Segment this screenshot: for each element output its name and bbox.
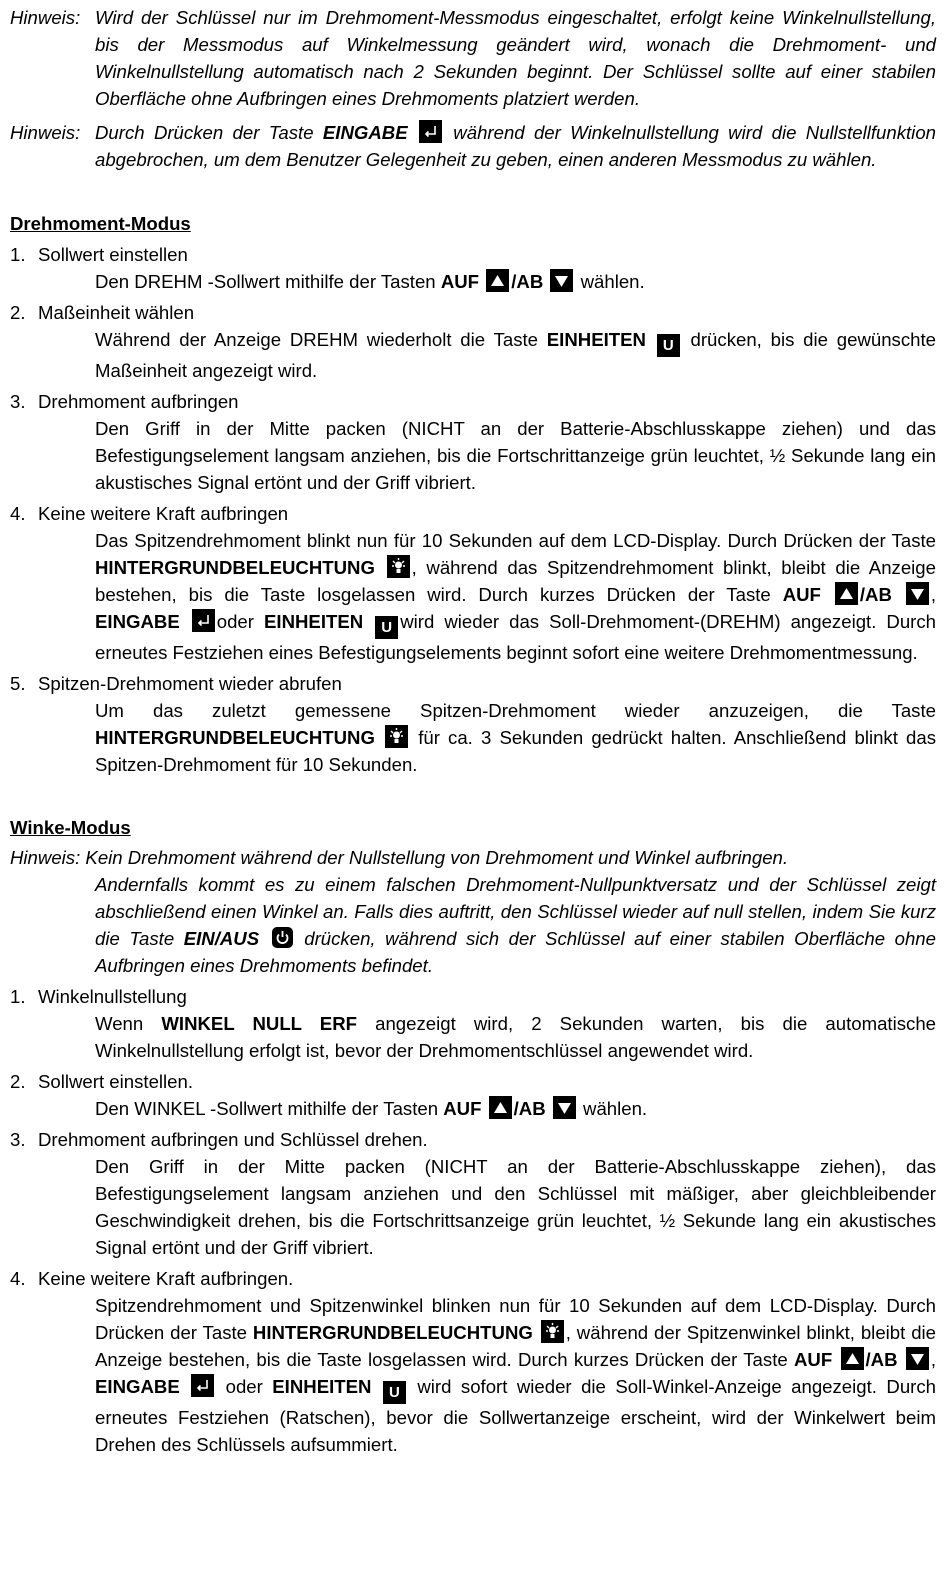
key-label-auf: AUF [443,1098,482,1119]
text-run: Um das zuletzt gemessene Spitzen-Drehmoment wieder anzuzeigen, die Taste [95,700,936,721]
enter-key-icon [192,609,215,632]
key-label-eingabe: EINGABE [95,611,180,632]
step-number: 1. [10,244,26,265]
text-run: , [930,584,936,605]
text-run: , [930,1349,937,1370]
up-arrow-key-icon [486,269,509,292]
enter-key-icon [419,120,442,143]
down-arrow-key-icon [550,269,573,292]
angle-step-3 [10,1126,936,1261]
text-run: Das Spitzendrehmoment blinkt nun für 10 Sekunden auf dem LCD-Display. Durch Drücken der Taste [95,530,936,551]
step-title: Keine weitere Kraft aufbringen [38,503,289,524]
key-label-ab: /AB [859,584,892,605]
text-run: für ca. 3 Sekunden gedrückt halten. Anschließend blinkt das Spitzen-Drehmoment für 10 Sekunden. [95,727,936,775]
step-body [10,268,936,295]
step-body [10,527,936,666]
text-run: Den DREHM -Sollwert mithilfe der Tasten [95,271,441,292]
torque-step-1 [10,241,936,295]
section-heading-torque-mode: Drehmoment-Modus [10,213,191,234]
step-number: 4. [10,1268,26,1289]
key-label-ab: /AB [513,1098,546,1119]
units-key-icon: U [375,616,398,639]
text-run: Spitzendrehmoment und Spitzenwinkel blinken nun für 10 Sekunden auf dem LCD-Display. Durch Drücken der Taste [95,1295,936,1343]
key-label-ein-aus: EIN/AUS [183,928,260,949]
key-label-ab: /AB [865,1349,898,1370]
step-title: Keine weitere Kraft aufbringen. [38,1268,294,1289]
note-text: Wird der Schlüssel nur im Drehmoment-Messmodus eingeschaltet, erfolgt keine Winkelnullstellung, bis der Messmodus auf Winkelmessung geändert wird, wonach die Drehmoment- und Winkelnullstellung automatisch nach 2 Sekunden beginnt. Der Schlüssel sollte auf einer stabilen Oberfläche ohne Aufbringen eines Drehmoments platziert werden. [95,7,936,109]
note-1 [10,4,936,112]
torque-step-3 [10,388,936,496]
step-body [10,1095,936,1122]
power-key-icon [271,926,293,949]
text-run: Andernfalls kommt es zu einem falschen Drehmoment-Nullpunktversatz und der Schlüssel zeigt abschließend einen Winkel an. Falls dies auftritt, den Schlüssel wieder auf null stellen, indem Sie kurz die Taste [95,874,936,949]
step-number: 2. [10,1071,26,1092]
step-number: 5. [10,673,26,694]
up-arrow-key-icon [835,582,858,605]
up-arrow-key-icon [841,1347,864,1370]
key-label-ab: /AB [511,271,544,292]
down-arrow-key-icon [906,582,929,605]
key-label-hintergrundbeleuchtung: HINTERGRUNDBELEUCHTUNG [95,727,375,748]
text-run: oder [216,611,264,632]
step-body [10,326,936,384]
note-2 [10,119,936,173]
text-run: angezeigt wird, 2 Sekunden warten, bis die automatische Winkelnullstellung erfolgt ist, bevor der Drehmomentschlüssel angewendet wird. [95,1013,937,1061]
units-key-icon: U [383,1381,406,1404]
backlight-key-icon [385,725,408,748]
key-label-auf: AUF [440,271,480,292]
step-title: Winkelnullstellung [38,986,187,1007]
up-arrow-key-icon [489,1096,512,1119]
key-label-einheiten: EINHEITEN [272,1376,372,1397]
key-label-auf: AUF [782,584,821,605]
text-run: , während der Spitzenwinkel blinkt, bleibt die Anzeige bestehen, bis die Taste losgelassen wird. Durch kurzes Drücken der Taste [95,1322,937,1370]
backlight-key-icon [541,1320,564,1343]
angle-step-1 [10,983,936,1064]
section-heading-angle-mode: Winke-Modus [10,817,131,838]
step-number: 4. [10,503,26,524]
step-title: Drehmoment aufbringen [38,391,239,412]
step-body [10,1010,936,1064]
text-run: während der Winkelnullstellung wird die Nullstellfunktion abgebrochen, um dem Benutzer Gelegenheit zu geben, einen anderen Messmodus zu wählen. [95,122,936,170]
text-run: Durch Drücken der Taste [95,122,323,143]
key-label-einheiten: EINHEITEN [264,611,364,632]
step-body [10,1292,936,1458]
key-label-hintergrundbeleuchtung: HINTERGRUNDBELEUCHTUNG [252,1322,533,1343]
units-key-icon: U [657,334,680,357]
text-run: , während das Spitzendrehmoment blinkt, bleibt die Anzeige bestehen, bis die Taste losgelassen wird. Durch kurzes Drücken der Taste [95,557,936,605]
step-body: Den Griff in der Mitte packen (NICHT an der Batterie-Abschlusskappe ziehen) und das Befestigungselement langsam anziehen, bis die Fortschrittanzeige grün leuchtet, ½ Sekunde lang ein akustisches Signal ertönt und der Griff vibriert. [95,418,936,493]
step-title: Sollwert einstellen [38,244,188,265]
step-body [10,697,936,778]
down-arrow-key-icon [906,1347,929,1370]
text-run: wird wieder das Soll-Drehmoment-(DREHM) angezeigt. Durch erneutes Festziehen eines Befestigungselements beginnt sofort eine weitere Drehmomentmessung. [95,611,936,663]
note-label: Hinweis: [10,7,81,28]
text-run: oder [216,1376,273,1397]
step-title: Sollwert einstellen. [38,1071,194,1092]
note-label: Hinweis: [10,122,81,143]
step-title: Maßeinheit wählen [38,302,195,323]
step-number: 1. [10,986,26,1007]
angle-mode-note [10,844,936,979]
text-run: wählen. [577,1098,648,1119]
step-number: 2. [10,302,26,323]
note-text [10,871,936,979]
step-body: Den Griff in der Mitte packen (NICHT an der Batterie-Abschlusskappe ziehen), das Befestigungselement langsam anziehen und den Schlüssel mit mäßiger, aber gleichbleibender Geschwindigkeit drehen, bis die Fortschrittsanzeige grün leuchtet, ½ Sekunde lang ein akustisches Signal ertönt und der Griff vibriert. [95,1156,936,1258]
torque-step-5 [10,670,936,778]
angle-step-4 [10,1265,936,1458]
enter-key-icon [191,1374,214,1397]
text-run: Während der Anzeige DREHM wiederholt die Taste [95,329,547,350]
down-arrow-key-icon [553,1096,576,1119]
text-run: wird sofort wieder die Soll-Winkel-Anzeige angezeigt. Durch erneutes Festziehen (Ratschen), bevor die Sollwertanzeige erscheint, wird der Winkelwert beim Drehen des Schlüssels aufsummiert. [95,1376,936,1455]
backlight-key-icon [387,555,410,578]
key-label-auf: AUF [794,1349,833,1370]
step-title: Drehmoment aufbringen und Schlüssel drehen. [38,1129,428,1150]
text-run: wählen. [575,271,645,292]
angle-step-2 [10,1068,936,1122]
note-first-line: Hinweis: Kein Drehmoment während der Nullstellung von Drehmoment und Winkel aufbringen. [10,847,789,868]
note-text [95,119,936,173]
text-run: drücken, während sich der Schlüssel auf einer stabilen Oberfläche ohne Aufbringen eines Drehmoments befindet. [95,928,936,976]
key-label-hintergrundbeleuchtung: HINTERGRUNDBELEUCHTUNG [95,557,375,578]
step-number: 3. [10,1129,26,1150]
text-run: Den WINKEL -Sollwert mithilfe der Tasten [95,1098,444,1119]
key-label-eingabe: EINGABE [95,1376,180,1397]
text-run: drücken, bis die gewünschte Maßeinheit angezeigt wird. [95,329,936,381]
step-title: Spitzen-Drehmoment wieder abrufen [38,673,342,694]
torque-step-2 [10,299,936,384]
text-run: Wenn [95,1013,162,1034]
key-label-eingabe: EINGABE [322,122,408,143]
display-text-winkel-null-erf: WINKEL NULL ERF [161,1013,357,1034]
key-label-einheiten: EINHEITEN [546,329,646,350]
step-number: 3. [10,391,26,412]
torque-step-4 [10,500,936,666]
